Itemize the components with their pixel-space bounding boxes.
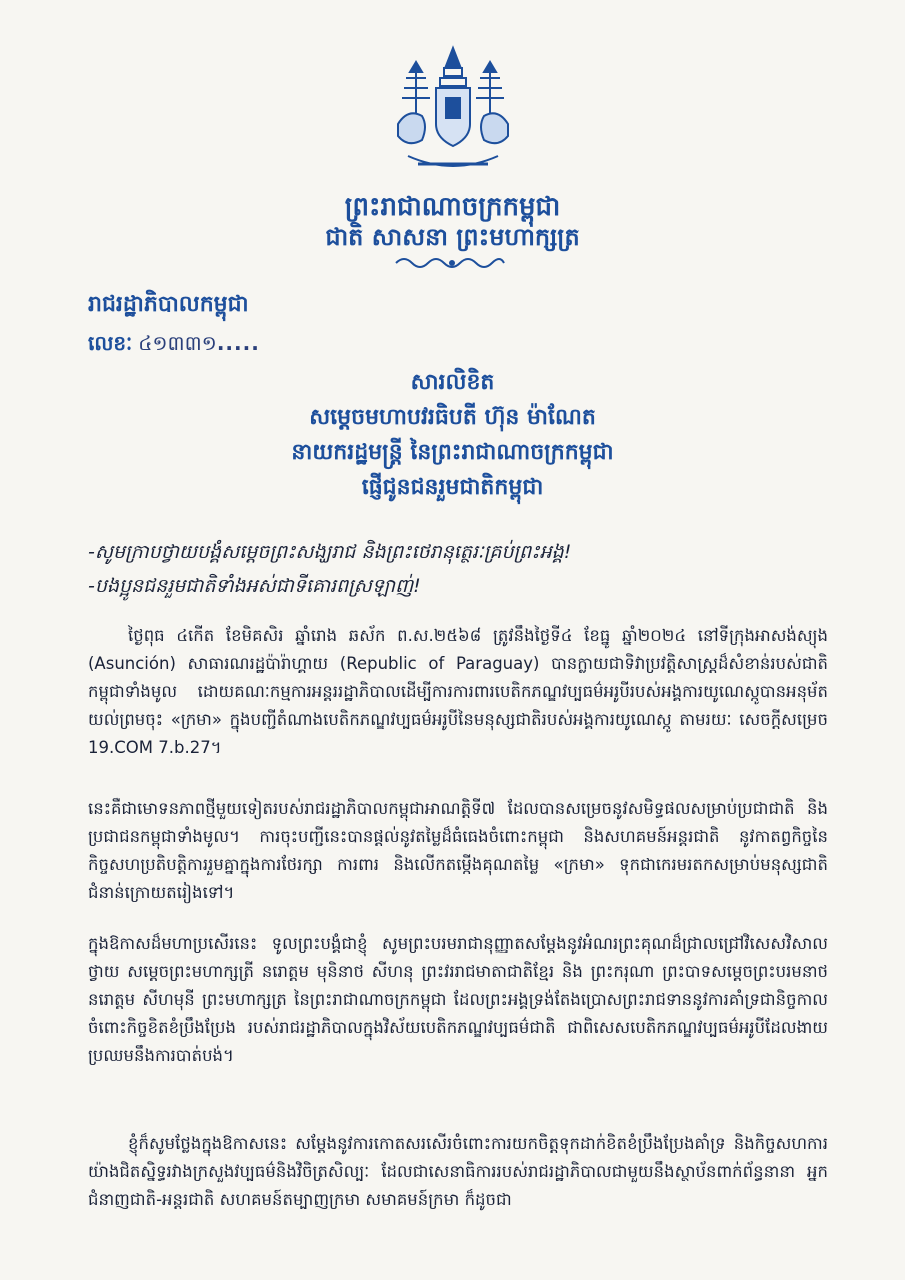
reference-number-label: លេខៈ — [88, 331, 133, 355]
reference-number — [88, 330, 260, 360]
title-line-3: នាយករដ្ឋមន្ត្រី នៃព្រះរាជាណាចក្រកម្ពុជា — [291, 440, 614, 465]
title-line-2: សម្តេចមហាបវរធិបតី ហ៊ុន ម៉ាណែត — [309, 405, 596, 430]
greeting-line-1: -សូមក្រាបថ្វាយបង្គំសម្តេចព្រះសង្ឃរាជ និងព្រះថេរានុត្ថេរៈគ្រប់ព្រះអង្គ! — [88, 541, 572, 563]
issuing-authority: រាជរដ្ឋាភិបាលកម្ពុជា — [88, 292, 249, 317]
paragraph-3: ក្នុងឱកាសដ៏មហាប្រសើរនេះ ទូលព្រះបង្គំជាខ្ញុំ សូមព្រះបរមរាជានុញ្ញាតសម្តែងនូវអំណរព្រះគុណដ៏ជ្រាលជ្រៅវិសេសវិសាលថ្វាយ សម្តេចព្រះមហាក្សត្រី នរោត្តម មុនិនាថ សីហនុ ព្រះវររាជមាតាជាតិខ្មែរ និង ព្រះករុណា ព្រះបាទសម្តេចព្រះបរមនាថ នរោត្តម សីហមុនី ព្រះមហាក្សត្រ នៃព្រះរាជាណាចក្រកម្ពុជា ដែលព្រះអង្គទ្រង់តែងប្រោសព្រះរាជទាននូវការគាំទ្រជានិច្ចកាល ចំពោះកិច្ចខិតខំប្រឹងប្រែង របស់រាជរដ្ឋាភិបាលក្នុងវិស័យបេតិកភណ្ឌវប្បធម៌ជាតិ ជាពិសេសបេតិកភណ្ឌវប្បធម៌អរូបីដែលងាយប្រឈមនឹងការបាត់បង់។ — [88, 934, 828, 1065]
paragraph-4: ខ្ញុំក៏សូមថ្លែងក្នុងឱកាសនេះ សម្តែងនូវការកោតសរសើរចំពោះការយកចិត្តទុកដាក់ខិតខំប្រឹងប្រែងគាំទ្រ និងកិច្ចសហការយ៉ាងជិតស្និទ្ធរវាងក្រសួងវប្បធម៌និងវិចិត្រសិល្បៈ ដែលជាសេនាធិការរបស់រាជរដ្ឋាភិបាលជាមួយនឹងស្ថាប័នពាក់ព័ន្ធនានា អ្នកជំនាញជាតិ-អន្តរជាតិ សហគមន៍តម្បាញក្រមា សមាគមន៍ក្រមា ក៏ដូចជា — [88, 1134, 828, 1209]
paragraph-1: ថ្ងៃពុធ ៤កើត ខែមិគសិរ ឆ្នាំរោង ឆស័ក ព.ស.២៥៦៨ ត្រូវនឹងថ្ងៃទី៤ ខែធ្នូ ឆ្នាំ២០២៤ នៅទីក្រុងអាសង់ស្យុង (Asunción) សាធារណរដ្ឋប៉ារ៉ាហ្គាយ (Republic of Paraguay) បានក្លាយជាទិវាប្រវត្តិសាស្ត្រដ៏សំខាន់របស់ជាតិកម្ពុជាទាំងមូល ដោយគណៈកម្មការអន្តររដ្ឋាភិបាលដើម្បីការការពារបេតិកភណ្ឌវប្បធម៌អរូបីរបស់អង្គការយូណេស្កូបានអនុម័ត យល់ព្រមចុះ «ក្រមា» ក្នុងបញ្ជីតំណាងបេតិកភណ្ឌវប្បធម៌អរូបីនៃមនុស្សជាតិរបស់អង្គការយូណេស្កូ តាមរយៈ សេចក្តីសម្រេច 19.COM 7.b.27។ — [88, 626, 828, 757]
title-line-4: ផ្ញើជូនជនរួមជាតិកម្ពុជា — [361, 475, 544, 500]
greeting-line-2: -បងប្អូនជនរួមជាតិទាំងអស់ជាទីគោរពស្រឡាញ់! — [88, 575, 421, 597]
kingdom-name: ព្រះរាជាណាចក្រកម្ពុជា — [344, 192, 561, 222]
royal-coat-of-arms-icon — [378, 44, 528, 184]
letter-title — [0, 365, 905, 505]
paragraph-2: នេះគឺជាមោទនភាពថ្មីមួយទៀតរបស់រាជរដ្ឋាភិបាលកម្ពុជាអាណត្តិទី៧ ដែលបានសម្រេចនូវសមិទ្ធផលសម្រាប់ប្រជាជាតិ និងប្រជាជនកម្ពុជាទាំងមូល។ ការចុះបញ្ជីនេះបានផ្តល់នូវតម្លៃដ៏ធំធេងចំពោះកម្ពុជា និងសហគមន៍អន្តរជាតិ នូវកាតព្វកិច្ចនៃកិច្ចសហប្រតិបត្តិការរួមគ្នាក្នុងការថែរក្សា ការពារ និងលើកតម្កើងគុណតម្លៃ «ក្រមា» ទុកជាកេរមរតកសម្រាប់មនុស្សជាតិជំនាន់ក្រោយតរៀងទៅ។ — [88, 799, 828, 902]
national-motto: ជាតិ សាសនា ព្រះមហាក្សត្រ — [325, 223, 580, 251]
reference-number-value: ៤១៣៣១ — [138, 331, 217, 355]
reference-number-dots: ..... — [216, 331, 260, 355]
title-line-1: សារលិខិត — [410, 370, 495, 395]
ornament-divider-icon — [392, 255, 512, 269]
